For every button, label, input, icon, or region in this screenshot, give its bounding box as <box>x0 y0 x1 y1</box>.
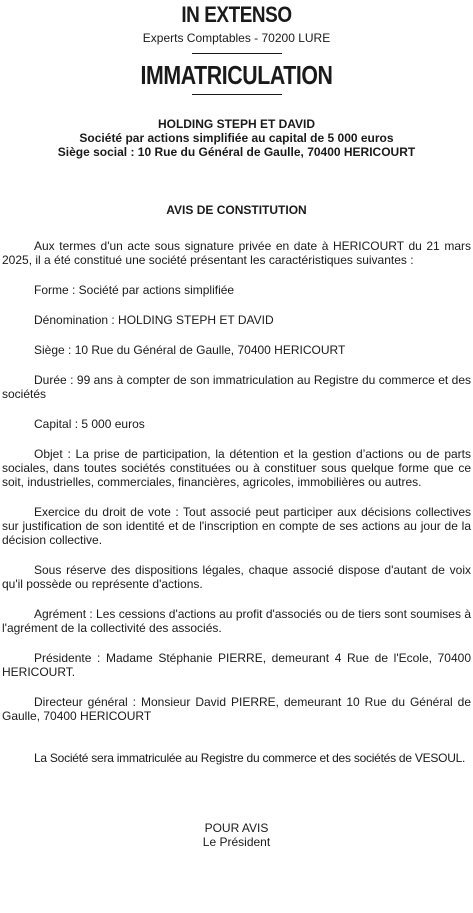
paragraph-capital: Capital : 5 000 euros <box>34 417 145 431</box>
paragraph-denomination: Dénomination : HOLDING STEPH ET DAVID <box>34 313 274 327</box>
paragraph-general-manager: Directeur général : Monsieur David PIERRE, demeurant 10 Rue du Général de Gaulle, 70400 HERICOURT <box>2 695 471 723</box>
signature-line-1: POUR AVIS <box>204 821 269 835</box>
paragraph-purpose: Objet : La prise de participation, la détention et la gestion d’actions ou de parts sociales, dans toutes sociétés constituées ou à constituer sous quelque forme que ce soit, industrielles, commerciales, financières, agricoles, immobilières ou autres. <box>2 447 471 489</box>
rubric-title: IMMATRICULATION <box>140 60 333 90</box>
paragraph-seat: Siège : 10 Rue du Général de Gaulle, 70400 HERICOURT <box>34 343 346 357</box>
legal-notice-page <box>0 2 473 913</box>
paragraph-approval: Agrément : Les cessions d'actions au profit d'associés ou de tiers sont soumises à l'agrément de la collectivité des associés. <box>2 607 471 635</box>
publisher-name: IN EXTENSO <box>181 2 292 27</box>
signature-line-2: Le Président <box>202 835 271 849</box>
company-block <box>2 117 471 159</box>
paragraph-intro: Aux termes d'un acte sous signature privée en date à HERICOURT du 21 mars 2025, il a été constitué une société présentant les caractéristiques suivantes : <box>2 239 471 267</box>
signature-block <box>2 821 471 849</box>
paragraph-president: Présidente : Madame Stéphanie PIERRE, demeurant 4 Rue de l'Ecole, 70400 HERICOURT. <box>2 651 471 679</box>
paragraph-duration: Durée : 99 ans à compter de son immatriculation au Registre du commerce et des sociétés <box>2 373 471 401</box>
notice-header <box>2 2 471 95</box>
publisher-subline: Experts Comptables - 70200 LURE <box>142 31 331 45</box>
paragraph-votes: Sous réserve des dispositions légales, chaque associé dispose d'autant de voix qu'il possède ou représente d'actions. <box>2 563 471 591</box>
header-divider-top <box>192 53 282 54</box>
company-seat: Siège social : 10 Rue du Général de Gaulle, 70400 HERICOURT <box>57 145 416 159</box>
paragraph-form: Forme : Société par actions simplifiée <box>34 283 235 297</box>
paragraph-voting-rights: Exercice du droit de vote : Tout associé peut participer aux décisions collectives sur justification de son identité et de l'inscription en compte de ses actions au jour de la décision collective. <box>2 505 471 547</box>
notice-title: AVIS DE CONSTITUTION <box>166 203 307 217</box>
notice-body <box>2 239 471 765</box>
header-divider-bottom <box>192 94 282 95</box>
paragraph-registration: La Société sera immatriculée au Registre du commerce et des sociétés de VESOUL. <box>34 751 466 765</box>
company-name: HOLDING STEPH ET DAVID <box>157 117 316 131</box>
company-form: Société par actions simplifiée au capital de 5 000 euros <box>79 131 394 145</box>
